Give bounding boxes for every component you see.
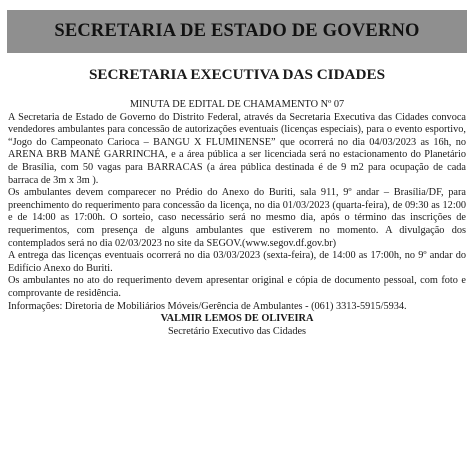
notice-heading: MINUTA DE EDITAL DE CHAMAMENTO Nº 07 bbox=[129, 99, 345, 110]
notice-paragraph-3: A entrega das licenças eventuais ocorrerá no dia 03/03/2023 (sexta-feira), de 14:00 as 17:00h, no 9º andar do Edifício Anexo do Buriti. bbox=[8, 250, 466, 274]
notice-body bbox=[8, 99, 466, 338]
signer-name: VALMIR LEMOS DE OLIVEIRA bbox=[160, 313, 314, 325]
notice-paragraph-2: Os ambulantes devem comparecer no Prédio do Anexo do Buriti, sala 911, 9º andar – Brasília/DF, para preenchimento do requerimento para concessão da licença, no dia 01/03/2023 (quarta-feira), de 09:30 as 12:00 e de 14:00 as 17:00h. O sorteio, caso necessário será no mesmo dia, após o término das inscrições de requerimentos, com presença de alguns ambulantes que estiverem no momento. A divulgação dos contemplados será no dia 02/03/2023 no site da SEGOV.(www.segov.df.gov.br) bbox=[8, 187, 466, 249]
header-title: SECRETARIA DE ESTADO DE GOVERNO bbox=[54, 21, 420, 41]
section-title: SECRETARIA EXECUTIVA DAS CIDADES bbox=[88, 66, 386, 83]
notice-paragraph-1: A Secretaria de Estado de Governo do Distrito Federal, através da Secretaria Executiva das Cidades convoca vendedores ambulantes para concessão de autorizações eventuais (licenças especiais), para o evento esportivo, “Jogo do Campeonato Carioca – BANGU X FLUMINENSE” que ocorrerá no dia 04/03/2023 as 16h, no ARENA BRB MANÉ GARRINCHA, e a área pública a ser licenciada será no estacionamento do Planetário de Brasília, com 50 vagas para BARRACAS (a área pública destinada é de 9 m2 para ocupação de cada barraca de 3m x 3m ). bbox=[8, 111, 466, 186]
notice-paragraph-5: Informações: Diretoria de Mobiliários Móveis/Gerência de Ambulantes - (061) 3313-5915/5934. bbox=[8, 300, 407, 312]
header-banner bbox=[7, 10, 467, 53]
notice-paragraph-4: Os ambulantes no ato do requerimento devem apresentar original e cópia de documento pessoal, com foto e comprovante de residência. bbox=[8, 275, 466, 299]
signer-role: Secretário Executivo das Cidades bbox=[167, 325, 307, 337]
